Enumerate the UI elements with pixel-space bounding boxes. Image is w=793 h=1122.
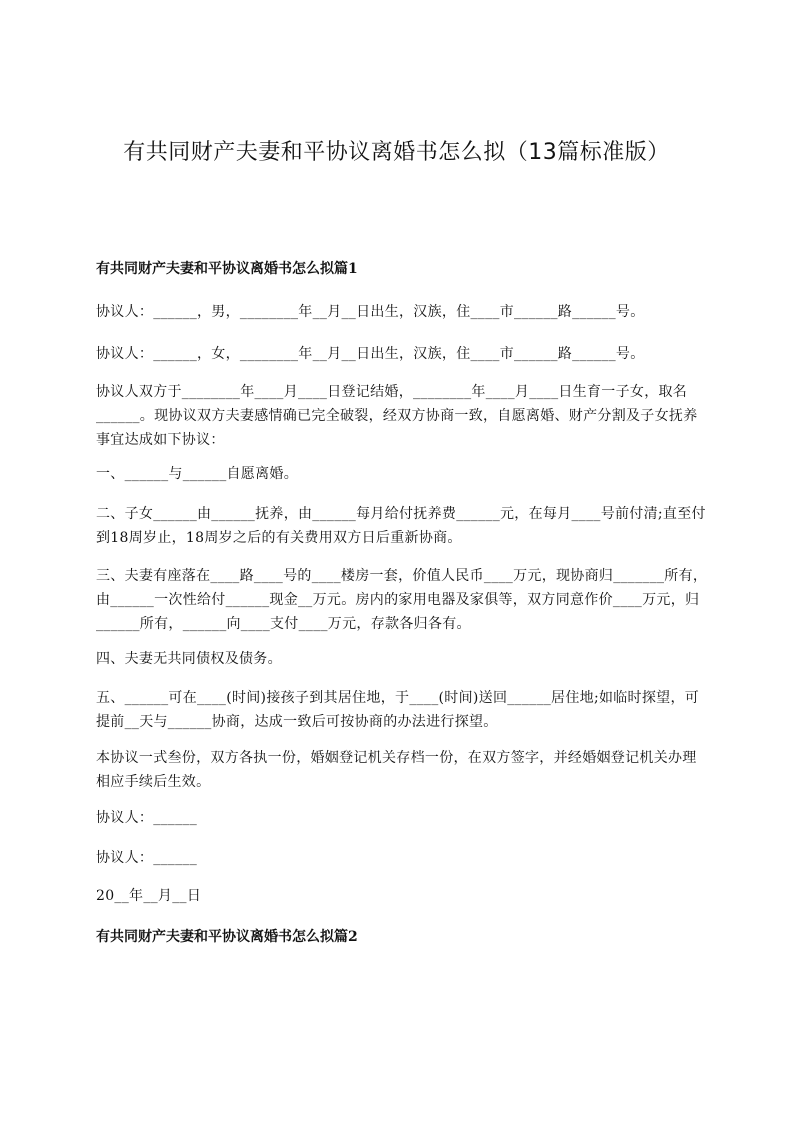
signature-line-1: 协议人：______: [96, 810, 197, 826]
paragraph-clause-2: 二、子女______由______抚养，由______每月给付抚养费______元，在每月____号前付清;直至付到18周岁止，18周岁之后的有关费用双方日后重新协商。: [96, 506, 706, 546]
paragraph-party-female: 协议人：______，女，________年__月__日出生，汉族，住____市______路______号。: [96, 346, 645, 362]
paragraph-clause-1: 一、______与______自愿离婚。: [96, 466, 298, 482]
section-heading-1: 有共同财产夫妻和平协议离婚书怎么拟篇1: [96, 261, 358, 277]
signature-line-2: 协议人：______: [96, 850, 197, 866]
date-line: 20__年__月__日: [96, 888, 202, 904]
section-heading-2: 有共同财产夫妻和平协议离婚书怎么拟篇2: [96, 929, 358, 945]
paragraph-effectiveness: 本协议一式叁份，双方各执一份，婚姻登记机关存档一份，在双方签字，并经婚姻登记机关办理相应手续后生效。: [96, 750, 697, 790]
paragraph-marriage-info: 协议人双方于________年____月____日登记结婚，________年____月____日生育一子女，取名______。现协议双方夫妻感情确已完全破裂，经双方协商一致，自愿离婚、财产分割及子女抚养事宜达成如下协议：: [96, 384, 698, 448]
paragraph-party-male: 协议人：______，男，________年__月__日出生，汉族，住____市______路______号。: [96, 304, 645, 320]
paragraph-clause-4: 四、夫妻无共同债权及债务。: [96, 651, 282, 667]
paragraph-clause-5: 五、______可在____(时间)接孩子到其居住地，于____(时间)送回______居住地;如临时探望，可提前__天与______协商，达成一致后可按协商的办法进行探望。: [96, 690, 700, 730]
paragraph-clause-3: 三、夫妻有座落在____路____号的____楼房一套，价值人民币____万元，现协商归_______所有，由______一次性给付______现金__万元。房内的家用电器及家俱等，双方同意作价____万元，归______所有，______向____支付____万元，存款各归各有。: [96, 568, 708, 632]
document-title: 有共同财产夫妻和平协议离婚书怎么拟（13篇标准版）: [123, 140, 670, 165]
